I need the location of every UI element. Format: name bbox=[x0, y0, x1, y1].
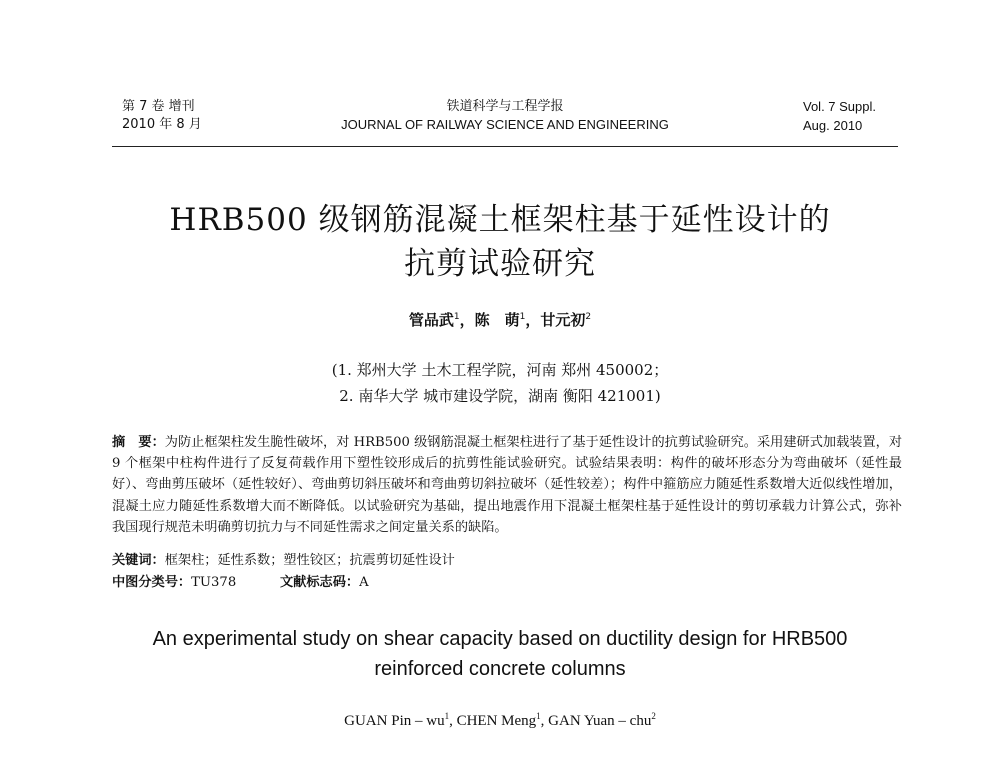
abstract-label: 摘 要： bbox=[112, 435, 165, 450]
title-cn-line-2: 抗剪试验研究 bbox=[404, 246, 596, 282]
document-code bbox=[280, 572, 369, 593]
author-cn-1-affil: 1 bbox=[453, 312, 460, 322]
author-cn-3-affil: 2 bbox=[585, 312, 592, 322]
document-code-label: 文献标志码： bbox=[280, 575, 360, 590]
classification bbox=[112, 572, 902, 593]
title-cn-line-1: HRB500 级钢筋混凝土框架柱基于延性设计的 bbox=[169, 202, 831, 238]
author-en-1-affil: 1 bbox=[444, 711, 450, 721]
author-en-2-affil: 1 bbox=[536, 711, 541, 721]
journal-name-cn: 铁道科学与工程学报 bbox=[446, 99, 564, 114]
author-cn-2: ，陈 萌 bbox=[459, 311, 520, 329]
author-en-3-affil: 2 bbox=[651, 711, 656, 721]
keywords-label: 关键词： bbox=[112, 553, 165, 568]
volume-label-cn: 第 7 卷 增刊 bbox=[122, 99, 195, 114]
authors-cn bbox=[0, 309, 1000, 330]
authors-en bbox=[0, 711, 1000, 730]
header-rule bbox=[112, 146, 898, 147]
journal-name bbox=[112, 98, 898, 134]
journal-name-en: JOURNAL OF RAILWAY SCIENCE AND ENGINEERING bbox=[341, 117, 669, 132]
clc-value: TU378 bbox=[191, 575, 237, 590]
affiliation-1: (1. 郑州大学 土木工程学院，河南 郑州 450002； bbox=[331, 361, 669, 379]
author-cn-1: 管品武 bbox=[408, 311, 454, 329]
abstract bbox=[112, 432, 902, 538]
keywords-text: 框架柱；延性系数；塑性铰区；抗震剪切延性设计 bbox=[164, 553, 455, 568]
title-en-line-1: An experimental study on shear capacity based on ductility design for HRB500 bbox=[152, 628, 848, 650]
affiliation-2: 2. 南华大学 城市建设学院，湖南 衡阳 421001) bbox=[339, 387, 661, 405]
title-en-line-2: reinforced concrete columns bbox=[374, 658, 626, 680]
volume-label-en: Vol. 7 Suppl. bbox=[803, 99, 876, 114]
document-code-value: A bbox=[359, 575, 369, 590]
author-cn-2-affil: 1 bbox=[519, 312, 526, 322]
date-label-en: Aug. 2010 bbox=[803, 118, 863, 133]
author-cn-3: ，甘元初 bbox=[525, 311, 586, 329]
abstract-text: 为防止框架柱发生脆性破坏，对 HRB500 级钢筋混凝土框架柱进行了基于延性设计的抗剪试验研究。采用建研式加载装置，对 9 个框架中柱构件进行了反复荷载作用下塑性铰形成后的抗剪性能试验研究。试验结果表明：构件的破坏形态分为弯曲破坏（延性最好）、弯曲剪压破坏（延性较好）、弯曲剪切斜压破坏和弯曲剪切斜拉破坏（延性较差）；构件中箍筋应力随延性系数增大近似线性增加，混凝土应力随延性系数增大而不断降低。以试验研究为基础，提出地震作用下混凝土框架柱基于延性设计的剪切承载力计算公式，弥补我国现行规范未明确剪切抗力与不同延性需求之间定量关系的缺陷。 bbox=[112, 435, 903, 535]
date-label-cn: 2010 年 8 月 bbox=[122, 117, 202, 132]
author-en-3: , GAN Yuan – chu bbox=[540, 713, 652, 729]
volume-issue-en bbox=[803, 98, 876, 136]
running-header bbox=[112, 98, 898, 146]
clc-label: 中图分类号： bbox=[112, 575, 192, 590]
keywords bbox=[112, 550, 902, 571]
author-en-1: GUAN Pin – wu bbox=[344, 713, 445, 729]
author-en-2: , CHEN Meng bbox=[449, 713, 537, 729]
